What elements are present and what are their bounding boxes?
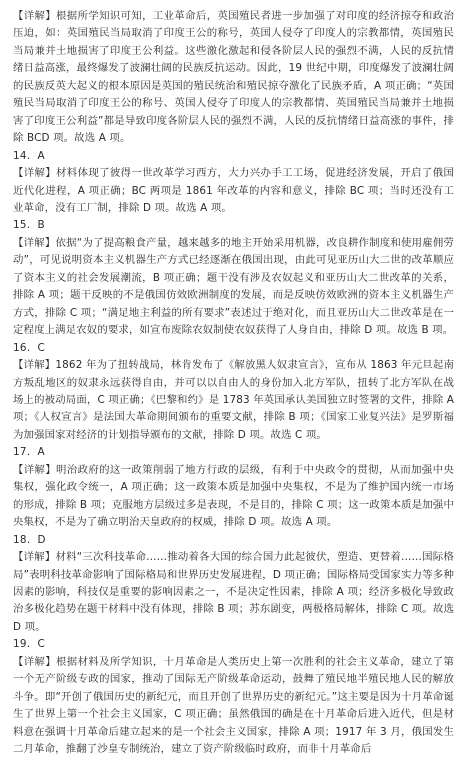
answer-explanation-page (13, 8, 454, 756)
explanation-paragraph-17 (13, 462, 454, 532)
answer-line-19: 19．C (13, 638, 46, 651)
explanation-paragraph-16 (13, 357, 454, 444)
explanation-tag: 【详解】 (13, 463, 57, 476)
explanation-text: 材料体现了彼得一世改革学习西方，大力兴办手工工场，促进经济发展，开启了俄国近代化进程，A 项正确；BC 两项是 1861 年改革的内容和意义，排除 BC 项；当时还没有工业革命，没有工厂制，排除 D 项。故选 A 项。 (13, 167, 454, 214)
explanation-paragraph-14 (13, 165, 454, 217)
explanation-tag: 【详解】 (13, 551, 56, 564)
explanation-paragraph-19 (13, 654, 454, 758)
explanation-paragraph-13 (13, 8, 454, 148)
explanation-tag: 【详解】 (13, 655, 57, 668)
explanation-tag: 【详解】 (13, 359, 56, 372)
explanation-text: 根据所学知识可知，工业革命后，英国殖民者进一步加强了对印度的经济掠夺和政治压迫，如：英国殖民当局取消了印度王公的称号，英国人侵夺了印度人的宗教都情，英国殖民当局兼并土地损害了印度王公利益。这些激化激起和侵各阶层人民的强烈不满，人民的反抗情绪日益高涨，最终爆发了波澜壮阔的民族反抗运动。因此，19 世纪中期，印度爆发了波澜壮阔的民族反英大起义的根本原因是英国的殖民统治和殖民掠夺激化了民族矛盾，A 项正确；“英国殖民当局取消了印度王公的称号、英国人侵夺了印度人的宗教都情、英国殖民当局兼并土地损害了印度王公利益”都是导致印度各阶层人民的强烈不满，人民的反抗情绪日益高涨的事件，排除 BCD 项。故选 A 项。 (13, 10, 454, 145)
answer-line-16: 16．C (13, 341, 46, 354)
explanation-tag: 【详解】 (13, 167, 57, 180)
answer-line-15: 15．B (13, 219, 45, 232)
explanation-tag: 【详解】 (13, 10, 57, 22)
explanation-paragraph-18 (13, 549, 454, 636)
explanation-paragraph-15 (13, 235, 454, 340)
answer-line-18: 18．D (13, 533, 46, 546)
explanation-tag: 【详解】 (13, 236, 56, 249)
explanation-text: 明治政府的这一政策削弱了地方行政的层级，有利于中央政令的贯彻，从而加强中央集权，强化政令统一，A 项正确；这一政策本质是加强中央集权，不是为了维护国内统一市场的形成，排除 B 项；克服地方层级过多是表现，不是目的，排除 C 项；这一政策本质是加强中央集权，不是为了确立明治天皇政府的权威，排除 D 项。故选 A 项。 (13, 463, 454, 529)
answer-line-17: 17．A (13, 446, 45, 459)
explanation-text: 依据“为了提高粮食产量，越来越多的地主开始采用机器，改良耕作制度和使用雇佣劳动”，可见说明资本主义机器生产方式已经逐渐在俄国出现，由此可见亚历山大二世的改革顺应了资本主义的社会发展潮流，B 项正确；题干没有涉及农奴起义和亚历山大二世改革的关系，排除 A 项；题干反映的不是俄国仿效欧洲制度的发展，而是反映仿效欧洲的资本主义机器生产方式，排除 C 项；“满足地主利益的所有要求”表述过于绝对化，而且亚历山大二世改革是在一定程度上满足农奴的要求，如宣布废除农奴制使农奴获得了人身自由，排除 D 项。故选 B 项。 (13, 236, 454, 337)
explanation-text: 1862 年为了扭转战局，林肯发布了《解放黑人奴隶宣言》，宣布从 1863 年元旦起南方叛乱地区的奴隶永远获得自由，并可以以自由人的身份加入北方军队，扭转了北方军队在战场上的被动局面，C 项正确；《巴黎和约》是 1783 年英国承认美国独立时签署的文件，排除 A 项；《人权宣言》是法国大革命期间颁布的重要文献，排除 B 项；《国家工业复兴法》是罗斯福为加强国家对经济的计划指导颁布的文献，排除 D 项。故选 C 项。 (13, 359, 454, 441)
answer-line-14: 14．A (13, 149, 45, 162)
explanation-text: 根据材料及所学知识，十月革命是人类历史上第一次胜利的社会主义革命，建立了第一个无产阶级专政的国家，推动了国际无产阶级革命运动，鼓舞了殖民地半殖民地人民的解放斗争。即“开创了俄国历史的新纪元，而且开创了世界历史的新纪元。”这主要是因为十月革命诞生了世界上第一个社会主义国家，C 项正确；虽然俄国的确是在十月革命后进入近代，但是材料意在强调十月革命后建立起来的是一个社会主义国家，排除 A 项；1917 年 3 月，俄国发生二月革命，推翻了沙皇专制统治，建立了资产阶级临时政府，而非十月革命后 (13, 655, 454, 756)
explanation-text: 材料“三次科技革命……推动着各大国的综合国力此起彼伏，塑造、更替着……国际格局”表明科技革命影响了国际格局和世界历史发展进程，D 项正确；国际格局受国家实力等多种因素的影响，科技仅是重要的影响因素之一，不是决定性因素，排除 A 项；经济多极化导致政治多极化趋势在题干材料中没有体现，排除 B 项；苏东剧变，两极格局解体，排除 C 项。故选 D 项。 (13, 551, 454, 633)
